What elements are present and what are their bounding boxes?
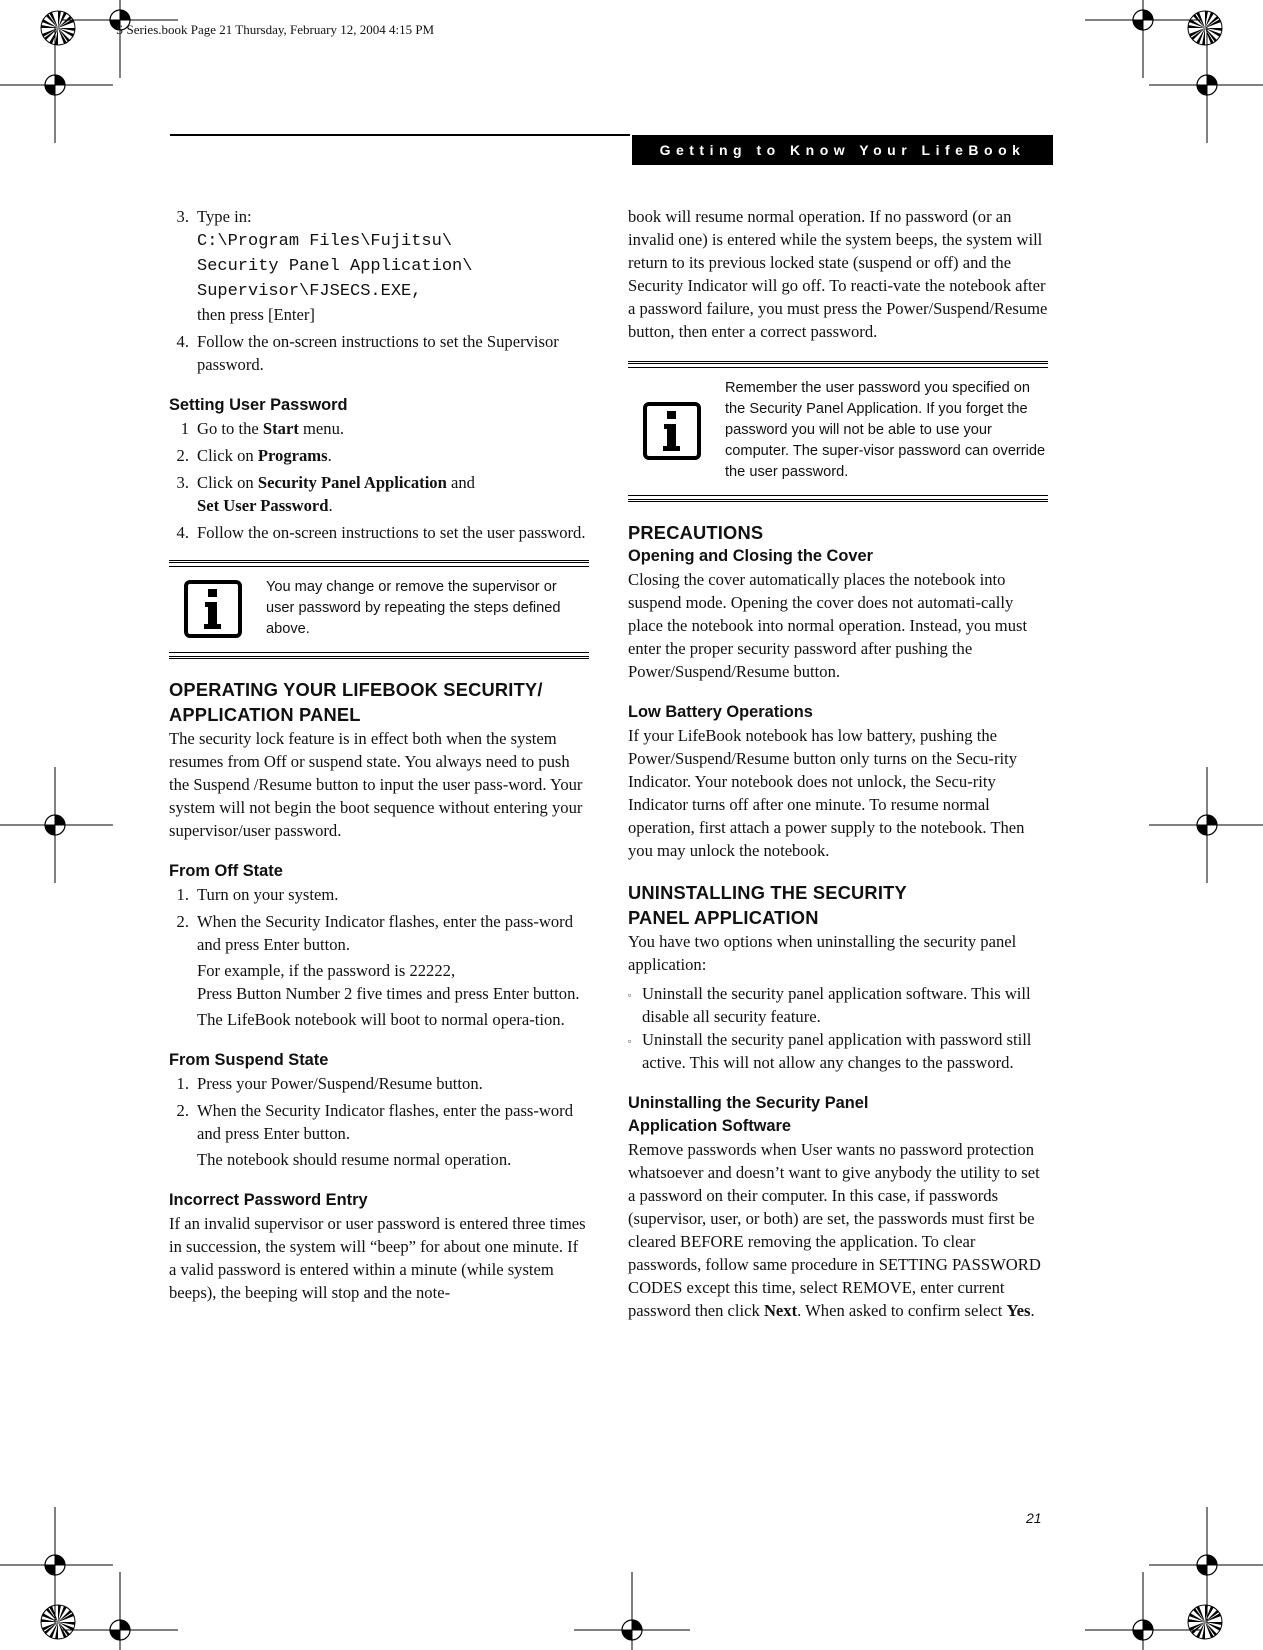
step-number: 1 <box>180 419 189 438</box>
precautions-heading: PRECAUTIONS <box>628 522 764 543</box>
uninstall-software-body <box>628 1138 1048 1322</box>
code-line: Security Panel Application\ <box>197 257 473 276</box>
result-text: The LifeBook notebook will boot to normal opera-tion. <box>197 1010 565 1029</box>
step-after: then press [Enter] <box>197 305 315 324</box>
uninstall-options <box>628 982 1048 1074</box>
supervisor-steps <box>169 205 589 376</box>
result-text: The notebook should resume normal operation. <box>197 1150 512 1169</box>
list-item <box>169 910 589 1031</box>
code-line: Supervisor\FJSECS.EXE, <box>197 282 422 301</box>
code-line: C:\Program Files\Fujitsu\ <box>197 232 453 251</box>
heading-line: UNINSTALLING THE SECURITY <box>628 882 907 903</box>
list-item <box>169 205 589 326</box>
note-text: Remember the user password you specified on the Security Panel Application. If you forget the password you will not be able to use your computer. The super-visor password can override the user password. <box>725 380 1046 480</box>
step-number: 2. <box>176 1101 189 1120</box>
crosshair-mark <box>62 0 178 78</box>
warning-note <box>628 361 1048 502</box>
step-text: and <box>446 473 475 492</box>
running-header: Getting to Know Your LifeBook <box>632 135 1053 165</box>
step-text: menu. <box>298 419 345 438</box>
step-text: Follow the on-screen instructions to set the Supervisor password. <box>197 332 559 374</box>
setting-user-password-heading: Setting User Password <box>169 396 348 414</box>
security-panel-term: Security Panel Application <box>257 473 447 492</box>
step-number: 3. <box>176 207 189 226</box>
body-text: Remove passwords when User wants no password protection whatsoever and doesn’t want to give anybody the utility to set a password on their computer. In this case, if passwords (supervisor, user, or both) are set, the passwords must first be cleared BEFORE removing the application. To clear passwords, follow same procedure in SETTING PASSWORD CODES except this time, select REMOVE, enter current password then click <box>628 1140 1041 1320</box>
bullet-icon: ▫ <box>628 990 632 1000</box>
incorrect-password-heading: Incorrect Password Entry <box>169 1191 368 1209</box>
cover-heading: Opening and Closing the Cover <box>628 547 873 565</box>
list-item <box>628 982 1048 1028</box>
step-text: . <box>327 446 332 465</box>
list-item <box>169 1099 589 1171</box>
uninstall-software-heading <box>628 1092 1048 1138</box>
step-number: 2. <box>176 446 189 465</box>
heading-line: Application Software <box>628 1117 792 1135</box>
uninstalling-heading <box>628 880 1048 930</box>
list-item <box>169 883 589 906</box>
list-item <box>169 1072 589 1095</box>
example-line: For example, if the password is 22222, <box>197 961 456 980</box>
info-icon <box>643 402 701 460</box>
low-battery-body: If your LifeBook notebook has low battery, pushing the Power/Suspend/Resume button only turns on the Secu-rity Indicator. Your notebook does not unlock, the Secu-rity Indicator turns off after one minute. To resume normal operation, first attach a power supply to the notebook. Then you may unlock the notebook. <box>628 726 1025 860</box>
step-text: Follow the on-screen instructions to set the user password. <box>197 523 586 542</box>
body-text: . When asked to confirm select <box>797 1301 1007 1320</box>
list-item <box>628 1028 1048 1074</box>
step-text: When the Security Indicator flashes, enter the pass-word and press Enter button. <box>197 912 573 954</box>
option-text: Uninstall the security panel application with password still active. This will not allow any changes to the password. <box>642 1030 1032 1072</box>
option-text: Uninstall the security panel application software. This will disable all security feature. <box>642 984 1031 1026</box>
list-item <box>169 330 589 376</box>
off-state-heading: From Off State <box>169 862 283 880</box>
step-text: Click on <box>197 446 258 465</box>
step-label: Type in: <box>197 207 252 226</box>
crosshair-mark <box>0 767 113 883</box>
user-password-steps <box>169 417 589 544</box>
list-item <box>169 521 589 544</box>
off-state-steps <box>169 883 589 1031</box>
info-icon <box>184 580 242 638</box>
incorrect-password-body: If an invalid supervisor or user password is entered three times in succession, the system will “beep” for about one minute. If a valid password is entered within a minute (while system beeps), the beeping will stop and the note- <box>169 1214 586 1302</box>
step-text: Click on <box>197 473 258 492</box>
print-slug: S Series.book Page 21 Thursday, February 12, 2004 4:15 PM <box>116 22 435 37</box>
step-number: 4. <box>176 523 189 542</box>
heading-line: PANEL APPLICATION <box>628 907 819 928</box>
start-menu-term: Start <box>262 419 299 438</box>
example-line: Press Button Number 2 five times and press Enter button. <box>197 984 580 1003</box>
operating-heading: OPERATING YOUR LIFEBOOK SECURITY/ APPLICATION PANEL <box>169 679 543 725</box>
left-column <box>169 205 589 1304</box>
step-text: Turn on your system. <box>197 885 339 904</box>
star-target-mark <box>41 1605 75 1639</box>
step-text: Go to the <box>197 419 263 438</box>
continued-paragraph: book will resume normal operation. If no password (or an invalid one) is entered while the system beeps, the system will return to its previous locked state (suspend or off) and the Security Indicator will go off. To reacti-vate the notebook after a password failure, you must press the Power/Suspend/Resume button, then enter a correct password. <box>628 207 1048 341</box>
uninstall-intro: You have two options when uninstalling the security panel application: <box>628 932 1017 974</box>
cover-body: Closing the cover automatically places the notebook into suspend mode. Opening the cover does not automati-cally place the notebook into normal operation. Instead, you must enter the proper security password after pushing the Power/Suspend/Resume button. <box>628 570 1028 681</box>
list-item <box>169 417 589 440</box>
step-number: 1. <box>176 885 189 904</box>
bullet-icon: ▫ <box>628 1036 632 1046</box>
header-rule <box>170 134 630 136</box>
step-number: 1. <box>176 1074 189 1093</box>
operating-body: The security lock feature is in effect both when the system resumes from Off or suspend state. You always need to push the Suspend /Resume button to input the user pass-word. Your system will not begin the boot sequence without entering your supervisor/user password. <box>169 729 583 840</box>
step-text: . <box>328 496 333 515</box>
right-column <box>628 205 1048 1322</box>
crosshair-mark <box>1085 0 1201 78</box>
step-text: Press your Power/Suspend/Resume button. <box>197 1074 483 1093</box>
yes-term: Yes <box>1006 1301 1031 1320</box>
info-note <box>169 560 589 659</box>
suspend-state-heading: From Suspend State <box>169 1051 329 1069</box>
crosshair-mark <box>1085 1572 1201 1650</box>
page-number: 21 <box>1026 1510 1042 1526</box>
star-target-mark <box>1188 1605 1222 1639</box>
low-battery-heading: Low Battery Operations <box>628 703 813 721</box>
heading-line: Uninstalling the Security Panel <box>628 1094 869 1112</box>
step-number: 2. <box>176 912 189 931</box>
programs-term: Programs <box>257 446 328 465</box>
step-number: 4. <box>176 332 189 351</box>
step-number: 3. <box>176 473 189 492</box>
crosshair-mark <box>1149 767 1263 883</box>
crosshair-mark <box>62 1572 178 1650</box>
list-item <box>169 444 589 467</box>
body-text: . <box>1030 1301 1035 1320</box>
step-text: When the Security Indicator flashes, enter the pass-word and press Enter button. <box>197 1101 573 1143</box>
crosshair-mark <box>574 1572 690 1650</box>
next-term: Next <box>763 1301 798 1320</box>
list-item <box>169 471 589 517</box>
suspend-state-steps <box>169 1072 589 1171</box>
star-target-mark <box>41 11 75 45</box>
set-user-password-term: Set User Password <box>197 496 329 515</box>
note-text: You may change or remove the supervisor or user password by repeating the steps defined above. <box>266 579 561 637</box>
star-target-mark <box>1188 11 1222 45</box>
